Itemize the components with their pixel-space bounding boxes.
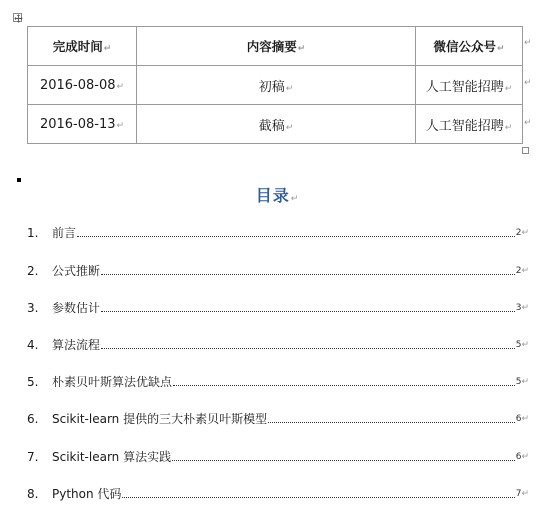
toc-entry-page: 3↵: [515, 303, 529, 313]
table-row: [28, 66, 523, 105]
toc-entry-title: 参数估计: [52, 301, 101, 315]
toc-dot-leader: [122, 496, 514, 498]
row-end-mark: ↵: [524, 38, 532, 48]
toc-entry-number: 2.: [27, 264, 39, 278]
toc-dot-leader: [268, 421, 515, 423]
toc-entry-page: 2↵: [515, 228, 529, 238]
toc-entry-page: 7↵: [515, 489, 529, 499]
document-info-table: [27, 26, 523, 144]
table-cell-date[interactable]: 2016-08-13↵: [28, 105, 137, 144]
toc-entry-title: Scikit-learn 算法实践: [52, 450, 172, 464]
toc-dot-leader: [77, 235, 515, 237]
toc-entry-number: 5.: [27, 375, 39, 389]
toc-entry-page: 2↵: [515, 266, 529, 276]
table-cell-summary[interactable]: 初稿↵: [137, 66, 416, 105]
table-header-row: [28, 27, 523, 66]
table-move-handle-icon[interactable]: [13, 13, 22, 22]
toc-entry-number: 8.: [27, 487, 39, 501]
header-cell-content-summary[interactable]: 内容摘要↵: [137, 27, 416, 66]
toc-entry-title: 公式推断: [52, 264, 101, 278]
toc-dot-leader: [172, 459, 515, 461]
toc-entry[interactable]: [27, 448, 529, 464]
toc-entry-page: 6↵: [515, 414, 529, 424]
table-cell-account[interactable]: 人工智能招聘↵: [416, 66, 523, 105]
table-resize-handle[interactable]: [522, 147, 529, 154]
row-end-mark: ↵: [524, 118, 532, 128]
toc-entry[interactable]: [27, 299, 529, 315]
toc-entry[interactable]: [27, 336, 529, 352]
toc-entry-number: 3.: [27, 301, 39, 315]
row-end-mark: ↵: [524, 78, 532, 88]
toc-entry-title: 朴素贝叶斯算法优缺点: [52, 375, 173, 389]
toc-entry-number: 4.: [27, 338, 39, 352]
toc-entry-number: 1.: [27, 226, 39, 240]
table-cell-account[interactable]: 人工智能招聘↵: [416, 105, 523, 144]
table-row: [28, 105, 523, 144]
toc-title: 目录↵: [255, 186, 299, 205]
toc-entry-page: 5↵: [515, 377, 529, 387]
move-arrows-icon: [14, 14, 23, 23]
paragraph-bullet-marker: [17, 178, 21, 182]
toc-entry[interactable]: [27, 410, 529, 426]
toc-entry[interactable]: [27, 485, 529, 501]
header-cell-completion-time[interactable]: 完成时间↵: [28, 27, 137, 66]
toc-entry-title: Scikit-learn 提供的三大朴素贝叶斯模型: [52, 412, 268, 426]
toc-entry-title: 前言: [52, 226, 77, 240]
table-cell-date[interactable]: 2016-08-08↵: [28, 66, 137, 105]
table-cell-summary[interactable]: 截稿↵: [137, 105, 416, 144]
toc-entry-title: Python 代码: [52, 487, 122, 501]
toc-entry[interactable]: [27, 224, 529, 240]
toc-entry[interactable]: [27, 373, 529, 389]
toc-dot-leader: [101, 347, 515, 349]
toc-entry-number: 7.: [27, 450, 39, 464]
toc-entry-title: 算法流程: [52, 338, 101, 352]
header-cell-wechat-account[interactable]: 微信公众号↵: [416, 27, 523, 66]
toc-dot-leader: [101, 310, 515, 312]
toc-entry-page: 5↵: [515, 340, 529, 350]
toc-dot-leader: [173, 384, 515, 386]
toc-dot-leader: [101, 273, 515, 275]
toc-entry-page: 6↵: [515, 452, 529, 462]
toc-entry-number: 6.: [27, 412, 39, 426]
toc-entry[interactable]: [27, 262, 529, 278]
